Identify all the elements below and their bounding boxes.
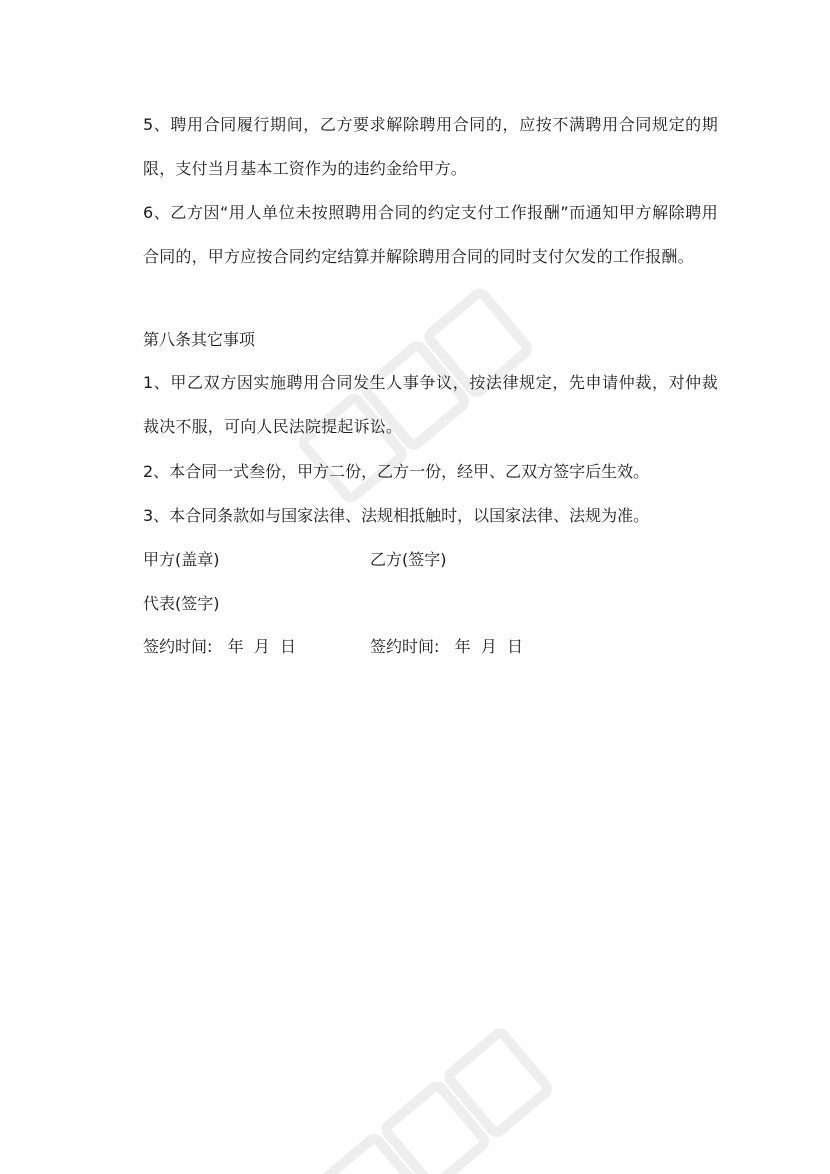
section-heading-article-8: 第八条其它事项 — [143, 330, 256, 349]
party-b-sign-date: 签约时间: 年 月 日 — [370, 637, 523, 656]
clause-2-paragraph: 2、本合同一式叁份，甲方二份，乙方一份，经甲、乙双方签字后生效。 — [143, 462, 650, 481]
clause-5-paragraph: 5、聘用合同履行期间，乙方要求解除聘用合同的，应按不满聘用合同规定的期限，支付当月基本工资作为的违约金给甲方。 — [143, 115, 718, 178]
party-a-seal-label: 甲方(盖章) — [143, 550, 220, 569]
representative-signature-label: 代表(签字) — [143, 594, 220, 613]
clause-6-paragraph: 6、乙方因“用人单位未按照聘用合同的约定支付工作报酬”而通知甲方解除聘用合同的，甲方应按合同约定结算并解除聘用合同的同时支付欠发的工作报酬。 — [143, 203, 718, 266]
clause-3-paragraph: 3、本合同条款如与国家法律、法规相抵触时，以国家法律、法规为准。 — [143, 506, 650, 525]
party-a-sign-date: 签约时间: 年 月 日 — [143, 637, 296, 656]
clause-1-paragraph: 1、甲乙双方因实施聘用合同发生人事争议，按法律规定，先申请仲裁，对仲裁裁决不服，可向人民法院提起诉讼。 — [143, 373, 718, 436]
party-b-signature-label: 乙方(签字) — [370, 550, 447, 569]
